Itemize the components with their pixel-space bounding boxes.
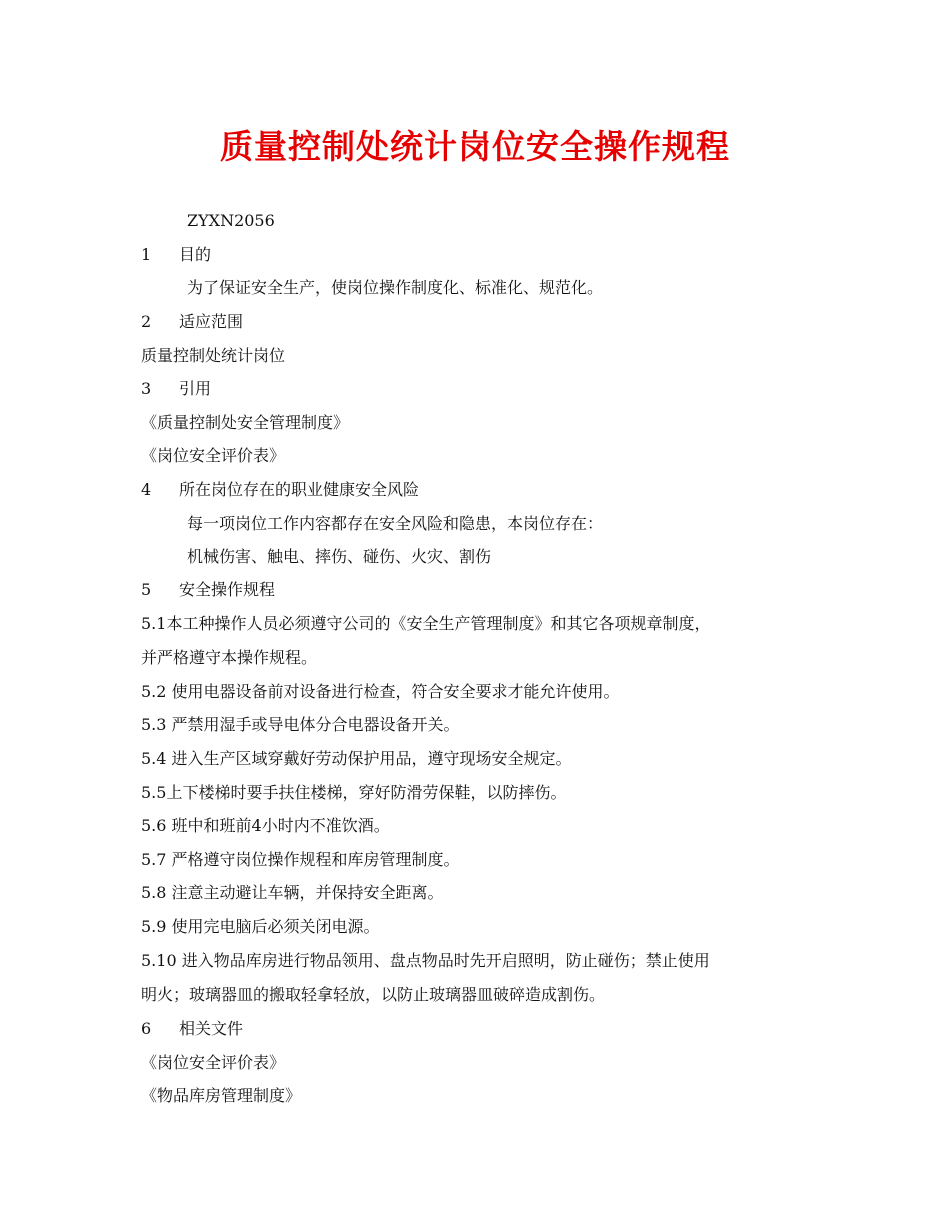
rule-5-3: 5.3 严禁用湿手或导电体分合电器设备开关。 <box>141 715 460 734</box>
section-heading-text: 引用 <box>179 379 212 398</box>
section-number: 5 <box>141 580 152 599</box>
section-heading-text: 适应范围 <box>179 312 244 331</box>
rule-5-2: 5.2 使用电器设备前对设备进行检查，符合安全要求才能允许使用。 <box>141 682 620 701</box>
rule-5-6: 5.6 班中和班前4小时内不准饮酒。 <box>141 816 390 835</box>
rule-5-7: 5.7 严格遵守岗位操作规程和库房管理制度。 <box>141 850 460 869</box>
section-number: 6 <box>141 1019 152 1038</box>
section-4-text-2: 机械伤害、触电、摔伤、碰伤、火灾、割伤 <box>187 547 492 566</box>
document-title: 质量控制处统计岗位安全操作规程 <box>220 127 730 166</box>
section-heading-text: 目的 <box>179 245 212 264</box>
section-2-heading <box>141 310 243 334</box>
section-number: 2 <box>141 312 152 331</box>
rule-5-5: 5.5上下楼梯时要手扶住楼梯，穿好防滑劳保鞋，以防摔伤。 <box>141 783 567 802</box>
section-1-heading <box>141 243 211 267</box>
rule-5-9: 5.9 使用完电脑后必须关闭电源。 <box>141 917 380 936</box>
section-4-text-1: 每一项岗位工作内容都存在安全风险和隐患，本岗位存在： <box>187 514 604 533</box>
section-3-heading <box>141 377 211 401</box>
rule-5-4: 5.4 进入生产区域穿戴好劳动保护用品，遵守现场安全规定。 <box>141 749 572 768</box>
section-3-ref-2: 《岗位安全评价表》 <box>141 446 286 465</box>
document-code: ZYXN2056 <box>187 211 275 230</box>
section-number: 4 <box>141 480 152 499</box>
rule-5-10-line-1: 5.10 进入物品库房进行物品领用、盘点物品时先开启照明，防止碰伤；禁止使用 <box>141 951 710 970</box>
section-6-heading <box>141 1017 243 1041</box>
section-number: 3 <box>141 379 152 398</box>
section-4-heading <box>141 478 419 502</box>
section-number: 1 <box>141 245 152 264</box>
section-1-text: 为了保证安全生产，使岗位操作制度化、标准化、规范化。 <box>187 278 604 297</box>
section-3-ref-1: 《质量控制处安全管理制度》 <box>141 413 350 432</box>
section-6-ref-2: 《物品库房管理制度》 <box>141 1086 302 1105</box>
rule-5-1-line-2: 并严格遵守本操作规程。 <box>141 648 318 667</box>
section-heading-text: 所在岗位存在的职业健康安全风险 <box>179 480 420 499</box>
section-heading-text: 相关文件 <box>179 1019 244 1038</box>
section-2-text: 质量控制处统计岗位 <box>141 346 286 365</box>
rule-5-10-line-2: 明火；玻璃器皿的搬取轻拿轻放，以防止玻璃器皿破碎造成割伤。 <box>141 985 606 1004</box>
rule-5-8: 5.8 注意主动避让车辆，并保持安全距离。 <box>141 883 444 902</box>
section-heading-text: 安全操作规程 <box>179 580 276 599</box>
section-5-heading <box>141 578 275 602</box>
rule-5-1-line-1: 5.1本工种操作人员必须遵守公司的《安全生产管理制度》和其它各项规章制度， <box>141 614 711 633</box>
section-6-ref-1: 《岗位安全评价表》 <box>141 1053 286 1072</box>
